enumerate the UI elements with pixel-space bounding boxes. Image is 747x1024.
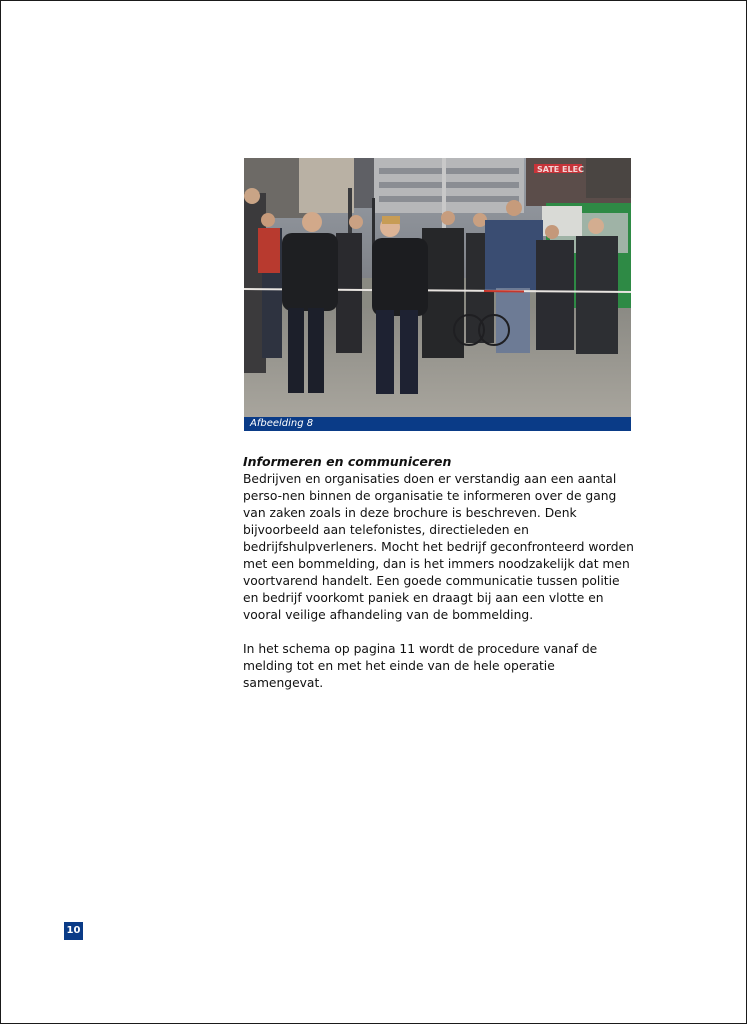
article [243,452,635,692]
article-paragraph-1: Bedrijven en organisaties doen er verstandig aan een aantal perso-nen binnen de organisatie te informeren over de gang van zaken zoals in deze brochure is beschreven. Denk bijvoorbeeld aan telefonistes, directieleden en bedrijfshulpverleners. Mocht het bedrijf geconfronteerd worden met een bommelding, dan is het immers noodzakelijk dat men voortvarend handelt. Een goede communicatie tussen politie en bedrijf voorkomt paniek en draagt bij aan een vlotte en vooral veilige afhandeling van de bommelding. [243,472,634,622]
building-sign: SATE ELEC [537,165,584,174]
article-paragraph-2: In het schema op pagina 11 wordt de procedure vanaf de melding tot en met het einde van de hele operatie samengevat. [243,642,598,690]
crowd-photo [244,158,631,417]
figure [244,158,631,431]
article-heading: Informeren en communiceren [243,454,452,469]
figure-caption: Afbeelding 8 [244,417,631,431]
crowd-photo-illustration [244,158,631,417]
page-number: 10 [64,922,83,940]
